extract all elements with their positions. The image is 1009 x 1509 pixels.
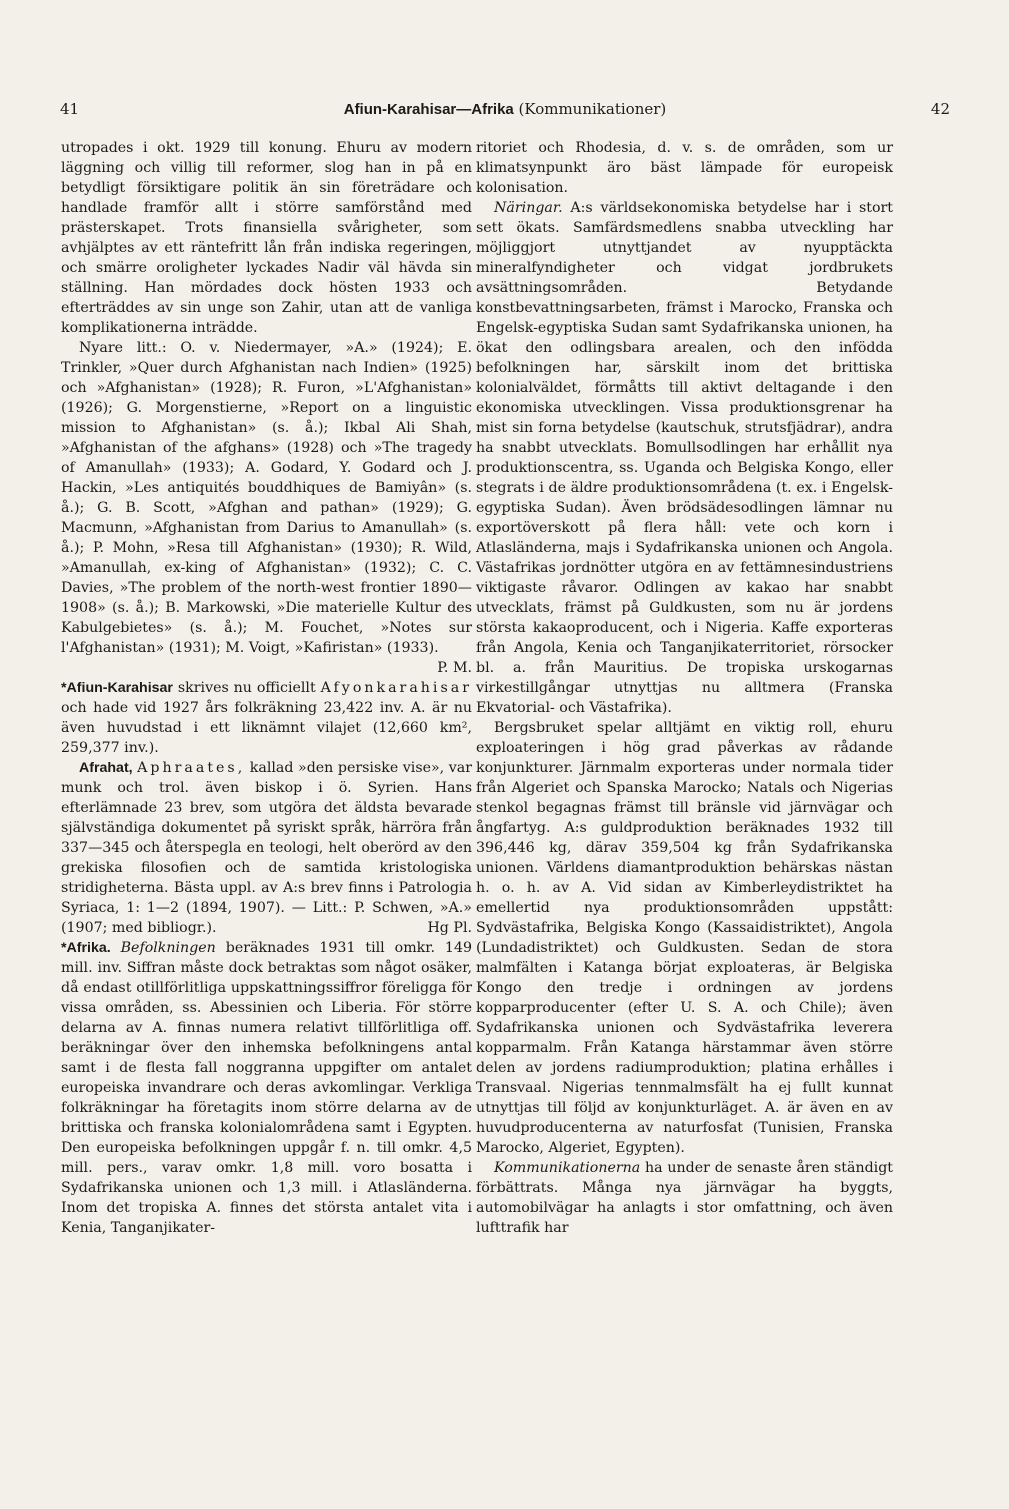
- page-number-left: 41: [60, 100, 80, 118]
- running-title-bold: Afiun-Karahisar—Afrika: [343, 101, 514, 118]
- running-title-rest: (Kommunikationer): [513, 100, 667, 118]
- page-number-right: 42: [930, 100, 950, 118]
- spaced-name: Afyonkarahisar: [320, 680, 472, 696]
- entry-afiun-karahisar: [61, 678, 472, 758]
- section-label: Kommunikationerna: [494, 1160, 641, 1176]
- left-column: [61, 138, 472, 1238]
- section-label: Befolkningen: [110, 940, 216, 956]
- section-text: A:s världsekonomiska betydelse har i stort sett ökats. Samfärdsmedlens snabba utveckling har möjliggjort utnyttjandet av nyupptäckta mineralfyndigheter och vidgat jordbrukets avsättningsområden. Betydande konstbevattningsarbeten, främst i Marocko, Franska och Engelsk-egyptiska Sudan samt Sydafrikanska unionen, ha ökat den odlingsbara arealen, och den infödda befolkningen har, särskilt inom det brittiska kolonialväldet, förmåtts till aktivt deltagande i den ekonomiska utvecklingen. Vissa produktionsgrenar ha mist sin forna betydelse (kautschuk, strutsfjädrar), andra ha snabbt utvecklats. Bomullsodlingen har erhållit nya produktionscentra, ss. Uganda och Belgiska Kongo, eller stegrats i de äldre produktionsområdena (t. ex. i Engelsk-egyptiska Sudan). Även brödsädesodlingen lämnar nu exportöverskott på flera håll: vete och korn i Atlasländerna, majs i Sydafrikanska unionen och Angola. Västafrikas jordnötter utgöra en av fettämnesindustriens viktigaste råvaror. Odlingen av kakao har snabbt utvecklats, främst på Guldkusten, som nu är jordens största kakaoproducent, och i Nigeria. Kaffe exporteras från Angola, Kenia och Tanganjikaterritoriet, rörsocker bl. a. från Mauritius. De tropiska urskogarnas virkestillgångar utnyttjas nu alltmera (Franska Ekvatorial- och Västafrika).: [476, 200, 893, 716]
- right-column: [476, 138, 893, 1238]
- spaced-name: Aphraates,: [137, 760, 246, 776]
- afghanistan-continuation: utropades i okt. 1929 till konung. Ehuru av modern läggning och villig till reformer, slog han in på en betydligt försiktigare politik än sin företrädare och handlade framför allt i större samförstånd med prästerskapet. Trots finansiella svårigheter, som avhjälptes av ett räntefritt lån från indiska regeringen, och smärre oroligheter lyckades Nadir väl hävda sin ställning. Han mördades dock hösten 1933 och efterträddes av sin unge son Zahir, utan att de vanliga komplikationerna inträdde.: [61, 140, 472, 336]
- entry-text: beräknades 1931 till omkr. 149 mill. inv. Siffran måste dock betraktas som något osäker, då endast otillförlitliga uppskattningssiffror föreligga för vissa områden, ss. Abessinien och Liberia. För större delarna av A. finnas numera relativt tillförlitliga off. beräkningar över den inhemska befolkningens antal samt i de flesta fall noggranna uppgifter om antalet europeiska invandrare och deras avkomlingar. Verkliga folkräkningar ha företagits inom större delarna av de brittiska och franska kolonialområdena samt i Egypten. Den europeiska befolkningen uppgår f. n. till omkr. 4,5 mill. pers., varav omkr. 1,8 mill. voro bosatta i Sydafrikanska unionen och 1,3 mill. i Atlasländerna. Inom det tropiska A. finnes det största antalet vita i Kenia, Tanganjikater-: [61, 940, 473, 1236]
- afghanistan-literature: [61, 338, 472, 676]
- entry-text: kallad »den persiske vise», var munk och trol. även biskop i ö. Syrien. Hans efterlämnade 23 brev, som utgöra det äldsta bevarade självständiga dokumentet på syriskt språk, härröra från 337—345 och återspegla en teologi, helt oberörd av den grekiska filosofien och de samtida kristologiska stridigheterna. Bästa uppl. av A:s brev finns i Patrologia Syriaca, 1: 1—2 (1894, 1907). — Litt.: P. Schwen, »A.» (1907; med bibliogr.).: [61, 760, 472, 936]
- afrika-continuation: ritoriet och Rhodesia, d. v. s. de områden, som ur klimatsynpunkt äro bäst lämpade för europeisk kolonisation.: [476, 140, 893, 196]
- entry-text: skrives nu officiellt: [172, 680, 321, 696]
- entry-afrika: [61, 938, 472, 1238]
- entry-text: och hade vid 1927 års folkräkning 23,422 inv. A. är nu även huvudstad i ett liknämnt vilajet (12,660 km², 259,377 inv.).: [61, 700, 472, 756]
- revision-mark: *: [61, 680, 67, 696]
- literature-text: Nyare litt.: O. v. Niedermayer, »A.» (1924); E. Trinkler, »Quer durch Afghanistan nach Indien» (1925) och »Afghanistan» (1928); R. Furon, »L'Afghanistan» (1926); G. Morgenstierne, »Report on a linguistic mission to Afghanistan» (s. å.); Ikbal Ali Shah, »Afghanistan of the afghans» (1928) och »The tragedy of Amanullah» (1933); A. Godard, Y. Godard och J. Hackin, »Les antiquités bouddhiques de Bamiyân» (s. å.); G. B. Scott, »Afghan and pathan» (1929); G. Macmunn, »Afghanistan from Darius to Amanullah» (s. å.); P. Mohn, »Resa till Afghanistan» (1930); R. Wild, »Amanullah, ex-king of Afghanistan» (1932); C. C. Davies, »The problem of the north-west frontier 1890—1908» (s. å.); B. Markowski, »Die materielle Kultur des Kabulgebietes» (s. å.); M. Fouchet, »Notes sur l'Afghanistan» (1931); M. Voigt, »Kafiristan» (1933).: [61, 340, 472, 656]
- section-label: Näringar.: [494, 200, 563, 216]
- headword: Afrika.: [66, 940, 111, 956]
- headword: Afiun-Karahisar: [66, 680, 173, 696]
- section-text: ha under de senaste åren ständigt förbättrats. Många nya järnvägar ha byggts, automobilvägar ha anlagts i stor omfattning, och även lufttrafik har: [476, 1160, 893, 1236]
- author-signature: Hg Pl.: [427, 920, 472, 936]
- running-header: [60, 100, 950, 128]
- section-naringar: [476, 198, 893, 718]
- running-title: [60, 100, 950, 118]
- author-signature: P. M.: [437, 660, 472, 676]
- section-bergsbruket: Bergsbruket spelar alltjämt en viktig roll, ehuru exploateringen i hög grad påverkas av rådande konjunkturer. Järnmalm exporteras under normala tider från Algeriet och Spanska Marocko; Natals och Nigerias stenkol begagnas främst till bränsle vid järnvägar och ångfartyg. A:s guldproduktion beräknades 1932 till 396,446 kg, därav 359,504 kg från Sydafrikanska unionen. Världens diamantproduktion behärskas nästan h. o. h. av A. Vid sidan av Kimberleydistriktet ha emellertid nya produktionsområden uppstått: Sydvästafrika, Belgiska Kongo (Kassaidistriktet), Angola (Lundadistriktet) och Guldkusten. Sedan de stora malmfälten i Katanga börjat exploateras, är Belgiska Kongo den tredje i ordningen av jordens kopparproducenter (efter U. S. A. och Chile); även Sydafrikanska unionen och Sydvästafrika leverera kopparmalm. Från Katanga härstammar även större delen av jordens radiumproduktion; platina erhålles i Transvaal. Nigerias tennmalmsfält ha ej fullt kunnat utnyttjas till följd av konjunkturläget. A. är även en av huvudproducenterna av naturfosfat (Tunisien, Franska Marocko, Algeriet, Egypten).: [476, 720, 893, 1156]
- revision-mark: *: [61, 940, 67, 956]
- entry-afrahat: [61, 758, 472, 938]
- section-kommunikationer: [476, 1158, 893, 1238]
- headword: Afrahat,: [79, 760, 133, 776]
